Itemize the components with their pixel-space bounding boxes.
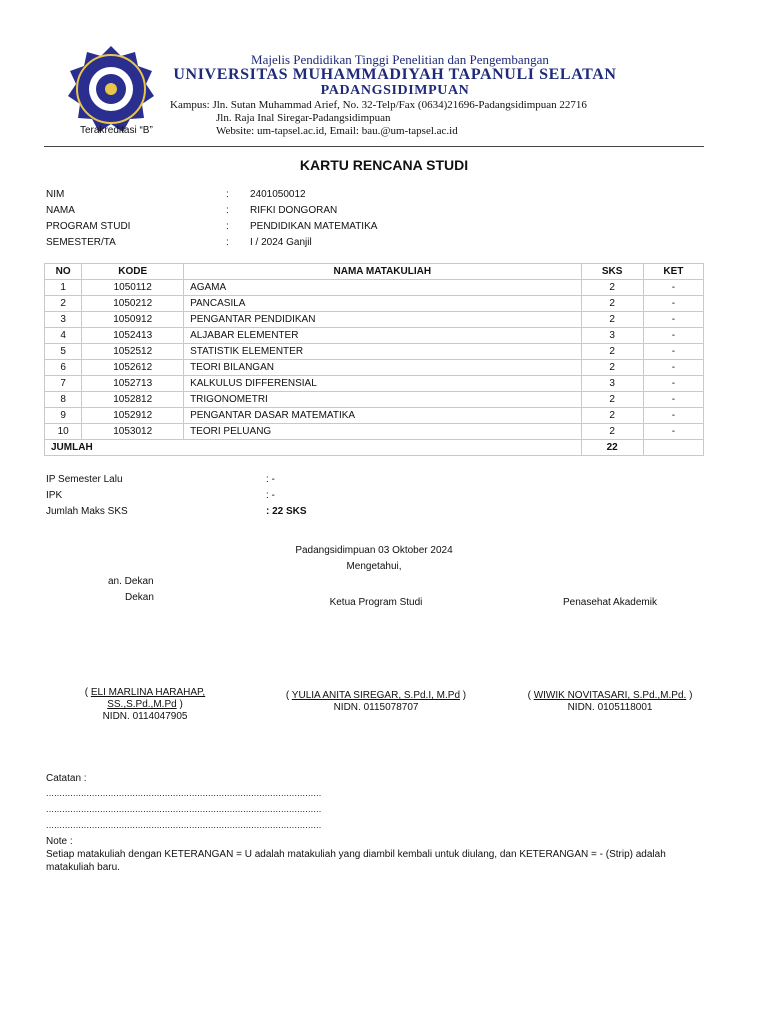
cell-nama: PENGANTAR PENDIDIKAN xyxy=(184,312,581,328)
cell-no: 1 xyxy=(45,280,82,296)
cell-nama: STATISTIK ELEMENTER xyxy=(184,344,581,360)
note-block xyxy=(46,835,706,874)
cell-ket: - xyxy=(643,360,703,376)
header-address-1: Kampus: Jln. Sutan Muhammad Arief, No. 32-Telp/Fax (0634)21696-Padangsidimpuan 22716 xyxy=(170,99,587,111)
accreditation-text: Terakreditasi “B” xyxy=(80,125,153,136)
cell-nama: TEORI PELUANG xyxy=(184,424,581,440)
advisor-name-line: ( WIWIK NOVITASARI, S.Pd.,M.Pd. ) xyxy=(527,690,693,701)
advisor-nidn: NIDN. 0105118001 xyxy=(567,702,653,713)
cell-nama: PENGANTAR DASAR MATEMATIKA xyxy=(184,408,581,424)
cell-sks: 2 xyxy=(581,360,643,376)
dean-nidn: NIDN. 0114047905 xyxy=(102,711,188,722)
cell-sks: 2 xyxy=(581,424,643,440)
table-row xyxy=(45,296,704,312)
cell-sks: 2 xyxy=(581,296,643,312)
cell-no: 3 xyxy=(45,312,82,328)
info-value: 2401050012 xyxy=(250,189,306,200)
info-value: RIFKI DONGORAN xyxy=(250,205,338,216)
cell-nama: ALJABAR ELEMENTER xyxy=(184,328,581,344)
cell-ket: - xyxy=(643,392,703,408)
info-colon: : xyxy=(226,237,229,248)
table-row xyxy=(45,344,704,360)
cell-ket: - xyxy=(643,296,703,312)
cell-kode: 1050112 xyxy=(82,280,184,296)
kaprodi-nidn: NIDN. 0115078707 xyxy=(333,702,419,713)
table-row xyxy=(45,328,704,344)
cell-no: 9 xyxy=(45,408,82,424)
table-row xyxy=(45,424,704,440)
summary-label: IP Semester Lalu xyxy=(46,474,123,485)
info-value: PENDIDIKAN MATEMATIKA xyxy=(250,221,378,232)
cell-ket: - xyxy=(643,408,703,424)
cell-kode: 1050912 xyxy=(82,312,184,328)
info-label: NAMA xyxy=(46,205,75,216)
dean-signature xyxy=(60,687,230,723)
summary-label: Jumlah Maks SKS xyxy=(46,506,128,517)
header-line-1: Majelis Pendidikan Tinggi Penelitian dan Pengembangan xyxy=(251,52,549,67)
cell-sks: 2 xyxy=(581,392,643,408)
place-date: Padangsidimpuan 03 Oktober 2024 xyxy=(295,545,453,556)
dean-name-line-2: SS.,S.Pd.,M.Pd ) xyxy=(107,699,183,710)
dean-an-text: an. Dekan xyxy=(108,576,154,587)
table-row xyxy=(45,392,704,408)
cell-sks: 2 xyxy=(581,312,643,328)
dean-name-line-1: ( ELI MARLINA HARAHAP, xyxy=(84,687,206,698)
table-row xyxy=(45,360,704,376)
info-label: PROGRAM STUDI xyxy=(46,221,131,232)
info-colon: : xyxy=(226,205,229,216)
cell-sks: 3 xyxy=(581,328,643,344)
cell-no: 6 xyxy=(45,360,82,376)
page-title: KARTU RENCANA STUDI xyxy=(299,157,469,173)
info-colon: : xyxy=(226,189,229,200)
cell-no: 5 xyxy=(45,344,82,360)
cell-ket: - xyxy=(643,280,703,296)
course-table xyxy=(44,263,704,456)
info-value: I / 2024 Ganjil xyxy=(250,237,312,248)
cell-ket: - xyxy=(643,344,703,360)
cell-kode: 1052612 xyxy=(82,360,184,376)
col-nama: NAMA MATAKULIAH xyxy=(184,264,581,280)
header-address-2: Jln. Raja Inal Siregar-Padangsidimpuan xyxy=(216,112,391,124)
cell-kode: 1053012 xyxy=(82,424,184,440)
advisor-signature xyxy=(500,690,720,714)
summary-value: : - xyxy=(266,490,275,501)
cell-no: 2 xyxy=(45,296,82,312)
table-row xyxy=(45,312,704,328)
header-university-name: UNIVERSITAS MUHAMMADIYAH TAPANULI SELATAN xyxy=(173,66,617,83)
table-header-row xyxy=(45,264,704,280)
catatan-label: Catatan : xyxy=(46,773,87,784)
cell-kode: 1052912 xyxy=(82,408,184,424)
cell-sks: 2 xyxy=(581,408,643,424)
info-colon: : xyxy=(226,221,229,232)
kaprodi-signature xyxy=(256,690,496,714)
cell-kode: 1050212 xyxy=(82,296,184,312)
info-label: NIM xyxy=(46,189,65,200)
header-city: PADANGSIDIMPUAN xyxy=(320,83,470,98)
cell-nama: TRIGONOMETRI xyxy=(184,392,581,408)
catatan-line: ...................................................................................................... xyxy=(46,804,322,814)
note-label: Note : xyxy=(46,836,73,847)
table-total-row xyxy=(45,440,704,456)
note-text: Setiap matakuliah dengan KETERANGAN = U adalah matakuliah yang diambil kembali untuk diulang, dan KETERANGAN = - (Strip) adalah matakuliah baru. xyxy=(46,849,666,873)
summary-label: IPK xyxy=(46,490,63,501)
col-sks: SKS xyxy=(581,264,643,280)
info-label: SEMESTER/TA xyxy=(46,237,116,248)
table-row xyxy=(45,280,704,296)
cell-kode: 1052413 xyxy=(82,328,184,344)
cell-nama: AGAMA xyxy=(184,280,581,296)
dean-title: Dekan xyxy=(125,592,154,603)
cell-no: 10 xyxy=(45,424,82,440)
catatan-line: ...................................................................................................... xyxy=(46,820,322,830)
cell-kode: 1052512 xyxy=(82,344,184,360)
cell-sks: 3 xyxy=(581,376,643,392)
cell-ket: - xyxy=(643,424,703,440)
kaprodi-title: Ketua Program Studi xyxy=(329,597,423,608)
cell-nama: KALKULUS DIFFERENSIAL xyxy=(184,376,581,392)
cell-nama: PANCASILA xyxy=(184,296,581,312)
cell-ket: - xyxy=(643,328,703,344)
cell-no: 8 xyxy=(45,392,82,408)
total-ket xyxy=(643,440,703,456)
total-sks: 22 xyxy=(581,440,643,456)
col-no: NO xyxy=(45,264,82,280)
cell-kode: 1052812 xyxy=(82,392,184,408)
kaprodi-name: YULIA ANITA SIREGAR, S.Pd.I, M.Pd xyxy=(291,690,461,701)
cell-sks: 2 xyxy=(581,344,643,360)
dean-name: ELI MARLINA HARAHAP, xyxy=(90,687,206,698)
advisor-title: Penasehat Akademik xyxy=(563,597,657,608)
summary-value: : 22 SKS xyxy=(266,506,307,517)
col-ket: KET xyxy=(643,264,703,280)
advisor-name: WIWIK NOVITASARI, S.Pd.,M.Pd. xyxy=(533,690,687,701)
cell-nama: TEORI BILANGAN xyxy=(184,360,581,376)
kaprodi-name-line: ( YULIA ANITA SIREGAR, S.Pd.I, M.Pd ) xyxy=(285,690,467,701)
table-row xyxy=(45,376,704,392)
catatan-line: ...................................................................................................... xyxy=(46,788,322,798)
summary-value: : - xyxy=(266,474,275,485)
total-label: JUMLAH xyxy=(45,440,582,456)
acknowledged-text: Mengetahui, xyxy=(346,561,402,572)
cell-kode: 1052713 xyxy=(82,376,184,392)
header-divider xyxy=(44,146,704,147)
cell-ket: - xyxy=(643,312,703,328)
cell-no: 7 xyxy=(45,376,82,392)
cell-ket: - xyxy=(643,376,703,392)
table-row xyxy=(45,408,704,424)
header-website: Website: um-tapsel.ac.id, Email: bau.@um-tapsel.ac.id xyxy=(216,125,458,137)
university-logo xyxy=(66,44,156,134)
col-kode: KODE xyxy=(82,264,184,280)
cell-sks: 2 xyxy=(581,280,643,296)
cell-no: 4 xyxy=(45,328,82,344)
